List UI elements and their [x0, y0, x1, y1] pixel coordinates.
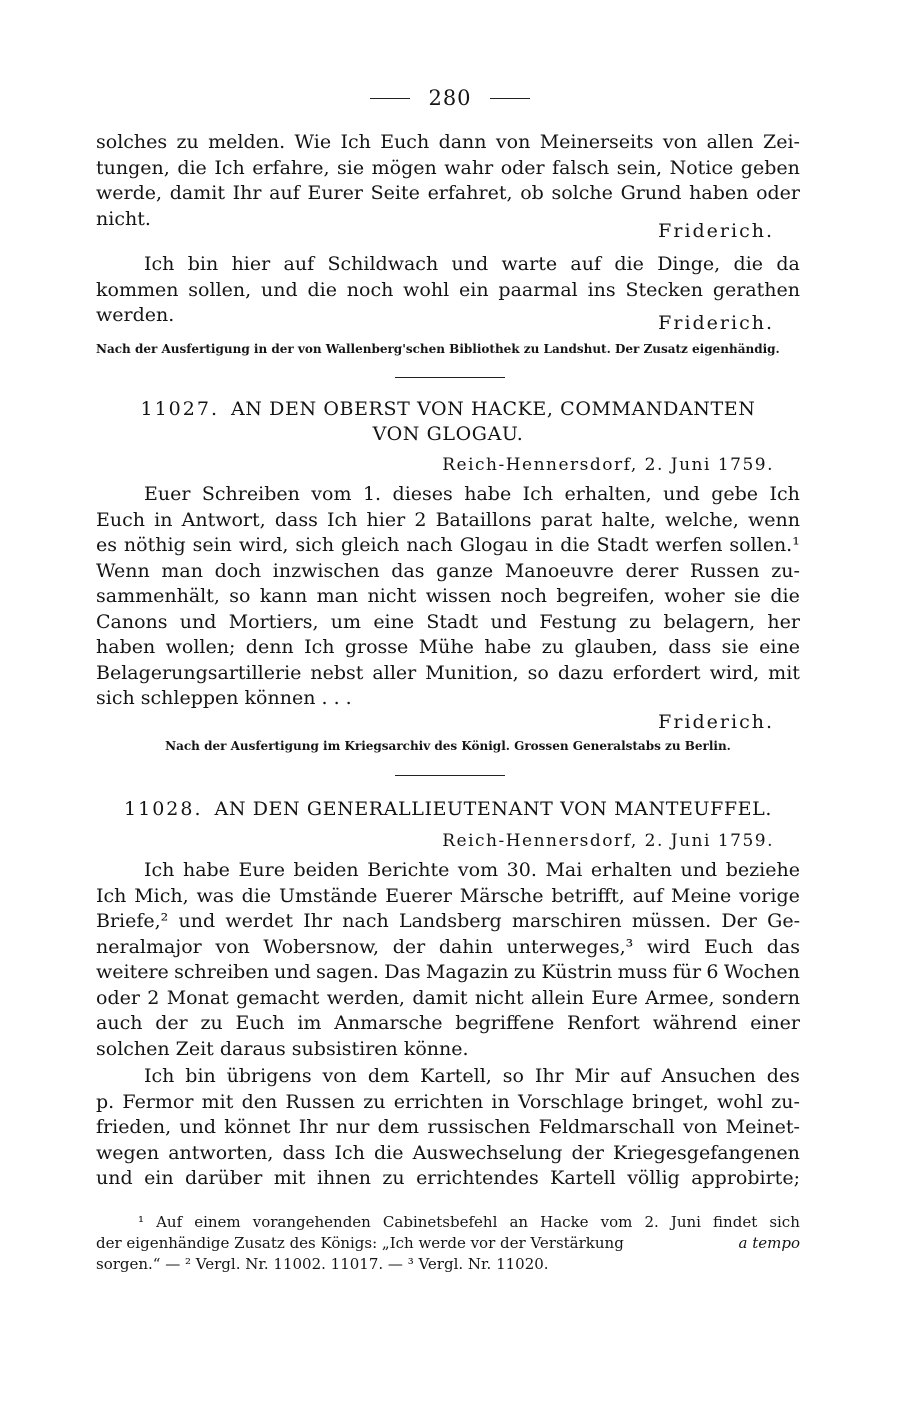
text-line: es nöthig sein wird, sich gleich nach Glogau in die Stadt werfen sollen.¹: [96, 534, 800, 556]
text-line: Canons und Mortiers, um eine Stadt und Festung zu belagern, her: [96, 610, 800, 633]
header-dash-right: [490, 98, 530, 99]
text-line: solchen Zeit daraus subsistiren könne.: [96, 1037, 469, 1060]
letter-11028-paragraph-2: [96, 1064, 800, 1192]
text-line: nicht.: [96, 207, 151, 230]
text-line: kommen sollen, und die noch wohl ein paarmal ins Stecken gerathen: [96, 278, 800, 301]
letter-11027-signature-block: [96, 710, 800, 735]
text-line: Ich bin übrigens von dem Kartell, so Ihr Mir auf Ansuchen des: [144, 1065, 800, 1087]
letter-number: 11028.: [124, 798, 203, 820]
section-divider: [395, 377, 505, 378]
text-line: tungen, die Ich erfahre, sie mögen wahr oder falsch sein, Notice geben: [96, 156, 800, 179]
footnote-italic: a tempo: [738, 1234, 800, 1252]
letter-title-continued: VON GLOGAU.: [372, 423, 524, 445]
text-line: Euer Schreiben vom 1. dieses habe Ich erhalten, und gebe Ich: [144, 483, 800, 505]
letter-number: 11027.: [140, 398, 219, 420]
text-line: Belagerungsartillerie nebst aller Munition, so dazu erfordert wird, mit: [96, 661, 800, 684]
text-line: frieden, und könnet Ihr nur dem russischen Feldmarschall von Meinet-: [96, 1116, 800, 1138]
signature: Friderich.: [658, 220, 774, 242]
postscript-signature-block: [96, 311, 800, 336]
text-line: und ein darüber mit ihnen zu errichtendes Kartell völlig approbirte;: [96, 1167, 800, 1189]
letter-11028-place-date-block: [96, 828, 800, 854]
text-line: Briefe,² und werdet Ihr nach Landsberg marschiren müssen. Der Ge-: [96, 910, 800, 932]
place-date: Reich-Hennersdorf, 2. Juni 1759.: [442, 831, 774, 851]
footnote-line: [96, 1233, 800, 1254]
header-dash-left: [370, 98, 410, 99]
letter-addressee: AN DEN GENERALLIEUTENANT VON MANTEUFFEL.: [214, 798, 772, 820]
letter-11028-paragraph-1: [96, 858, 800, 1062]
text-line: werde, damit Ihr auf Eurer Seite erfahret, ob solche Grund haben oder: [96, 182, 800, 204]
source-note: Nach der Ausfertigung in der von Wallenberg'schen Bibliothek zu Landshut. Der Zusatz eigenhändig.: [96, 342, 780, 356]
letter-11027-place-date-block: [96, 452, 800, 478]
text-line: neralmajor von Wobersnow, der dahin unterweges,³ wird Euch das: [96, 935, 800, 958]
postscript-source-note: [96, 341, 800, 357]
footnotes: [96, 1212, 800, 1275]
letter-11028-heading: [96, 797, 800, 822]
text-line: p. Fermor mit den Russen zu errichten in Vorschlage bringet, wohl zu-: [96, 1090, 800, 1113]
footnote-line: ¹ Auf einem vorangehenden Cabinetsbefehl an Hacke vom 2. Juni findet sich: [138, 1213, 800, 1231]
text-line: Euch in Antwort, dass Ich hier 2 Bataillons parat halte, welche, wenn: [96, 508, 800, 531]
letter-title: [96, 397, 800, 422]
text-line: sich schleppen können . . .: [96, 687, 352, 709]
text-line: oder 2 Monat gemacht werden, damit nicht allein Eure Armee, sondern: [96, 986, 800, 1009]
text-line: auch der zu Euch im Anmarsche begriffene Renfort während einer: [96, 1012, 800, 1034]
letter-11027-source-block: [96, 738, 800, 754]
text-line: wegen antworten, dass Ich die Auswechselung der Kriegesgefangenen: [96, 1141, 800, 1164]
text-line: werden.: [96, 304, 175, 326]
letter-11027-heading: [96, 397, 800, 447]
footnote-line: sorgen.“ — ² Vergl. Nr. 11002. 11017. — ³ Vergl. Nr. 11020.: [96, 1255, 549, 1273]
footnote-text: der eigenhändige Zusatz des Königs: „Ich werde vor der Verstärkung: [96, 1234, 624, 1252]
letter-title: [96, 797, 800, 822]
text-line: haben wollen; denn Ich grosse Mühe habe zu glauben, dass sie eine: [96, 636, 800, 658]
text-line: Ich bin hier auf Schildwach und warte auf die Dinge, die da: [144, 253, 800, 275]
text-line: solches zu melden. Wie Ich Euch dann von Meinerseits von allen Zei-: [96, 131, 800, 153]
page-number: 280: [428, 86, 472, 110]
continuation-signature-block: [96, 219, 800, 244]
text-line: weitere schreiben und sagen. Das Magazin zu Küstrin muss für 6 Wochen: [96, 961, 800, 983]
section-divider: [395, 775, 505, 776]
letter-11027-body: [96, 482, 800, 712]
signature: Friderich.: [658, 711, 774, 733]
page-header: [0, 86, 900, 110]
signature: Friderich.: [658, 312, 774, 334]
source-note: Nach der Ausfertigung im Kriegsarchiv des Königl. Grossen Generalstabs zu Berlin.: [165, 739, 731, 753]
continuation-text: [96, 130, 800, 232]
place-date: Reich-Hennersdorf, 2. Juni 1759.: [442, 455, 774, 475]
letter-addressee: AN DEN OBERST VON HACKE, COMMANDANTEN: [230, 398, 756, 420]
text-line: sammenhält, so kann man nicht wissen noch begreifen, woher sie die: [96, 585, 800, 607]
text-line: Ich habe Eure beiden Berichte vom 30. Mai erhalten und beziehe: [144, 859, 800, 881]
text-line: Ich Mich, was die Umstände Euerer Märsche betrifft, auf Meine vorige: [96, 884, 800, 907]
text-line: Wenn man doch inzwischen das ganze Manoeuvre derer Russen zu-: [96, 559, 800, 582]
